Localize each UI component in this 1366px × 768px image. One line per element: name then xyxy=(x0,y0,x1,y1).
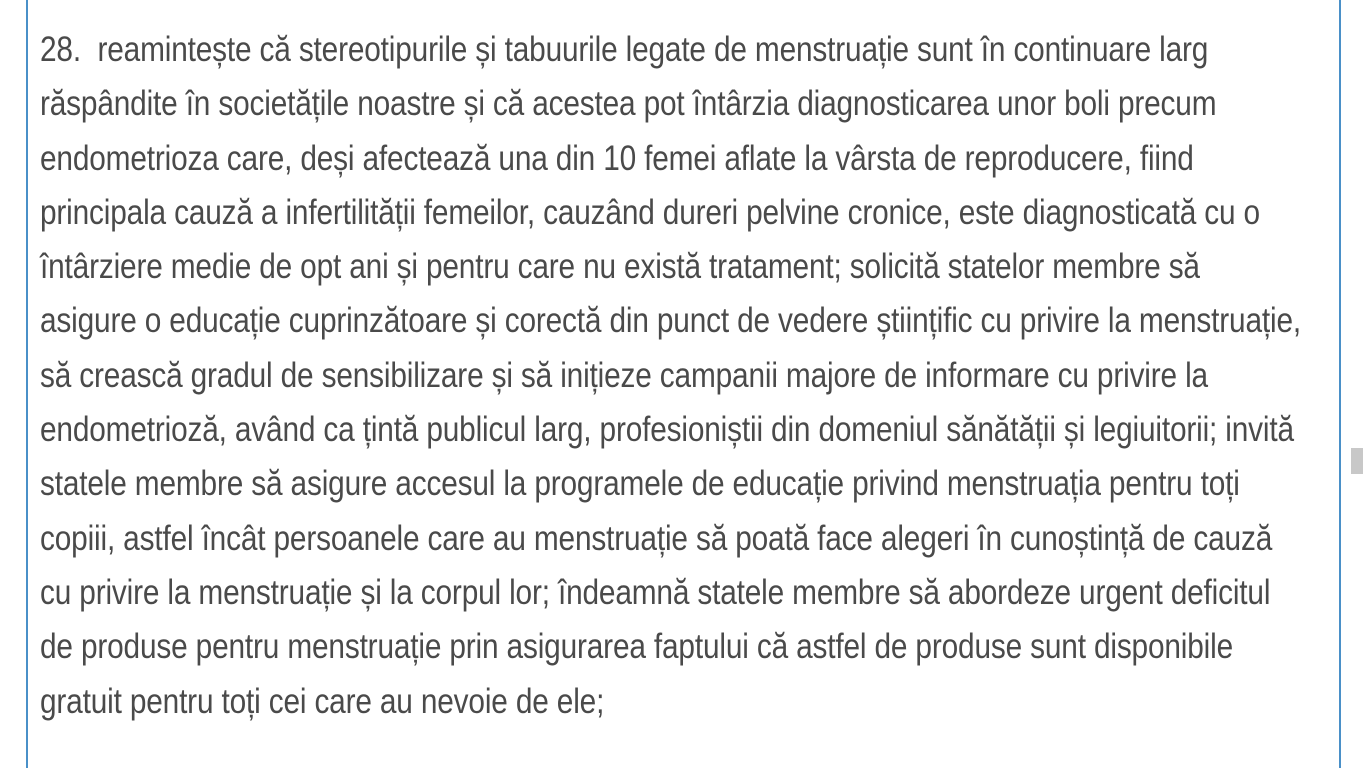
frame-right-border xyxy=(1339,0,1341,768)
paragraph-line: gratuit pentru toți cei care au nevoie de ele; xyxy=(40,680,605,721)
paragraph-line: copiii, astfel încât persoanele care au menstruație să poată face alegeri în cunoștință de cauză xyxy=(40,517,1273,558)
paragraph-line: statele membre să asigure accesul la programele de educație privind menstruația pentru toți xyxy=(40,463,1240,504)
scrollbar-thumb[interactable] xyxy=(1351,448,1363,474)
paragraph-line: să crească gradul de sensibilizare și să inițieze campanii majore de informare cu privire la xyxy=(40,354,1208,395)
paragraph-line: cu privire la menstruație și la corpul lor; îndeamnă statele membre să abordeze urgent deficitul xyxy=(40,571,1271,612)
paragraph-line: 28. reamintește că stereotipurile și tabuurile legate de menstruație sunt în continuare larg xyxy=(40,29,1209,69)
paragraph-number: 28. xyxy=(40,29,81,69)
document-content xyxy=(40,22,1332,728)
paragraph-line: principala cauză a infertilității femeilor, cauzând dureri pelvine cronice, este diagnosticată cu o xyxy=(40,191,1260,232)
paragraph-28 xyxy=(40,22,1332,728)
paragraph-line: asigure o educație cuprinzătoare și corectă din punct de vedere științific cu privire la menstruație, xyxy=(40,300,1301,341)
paragraph-line: endometrioza care, deși afectează una din 10 femei aflate la vârsta de reproducere, fiind xyxy=(40,137,1194,178)
scrollbar-track[interactable] xyxy=(1346,0,1366,768)
frame-left-border xyxy=(26,0,28,768)
paragraph-line: întârziere medie de opt ani și pentru care nu există tratament; solicită statelor membre să xyxy=(40,246,1200,287)
paragraph-line: de produse pentru menstruație prin asigurarea faptului că astfel de produse sunt disponibile xyxy=(40,626,1234,667)
paragraph-line: răspândite în societățile noastre și că acestea pot întârzia diagnosticarea unor boli precum xyxy=(40,83,1217,124)
paragraph-line: endometrioză, având ca țintă publicul larg, profesioniștii din domeniul sănătății și legiuitorii; invită xyxy=(40,409,1294,450)
